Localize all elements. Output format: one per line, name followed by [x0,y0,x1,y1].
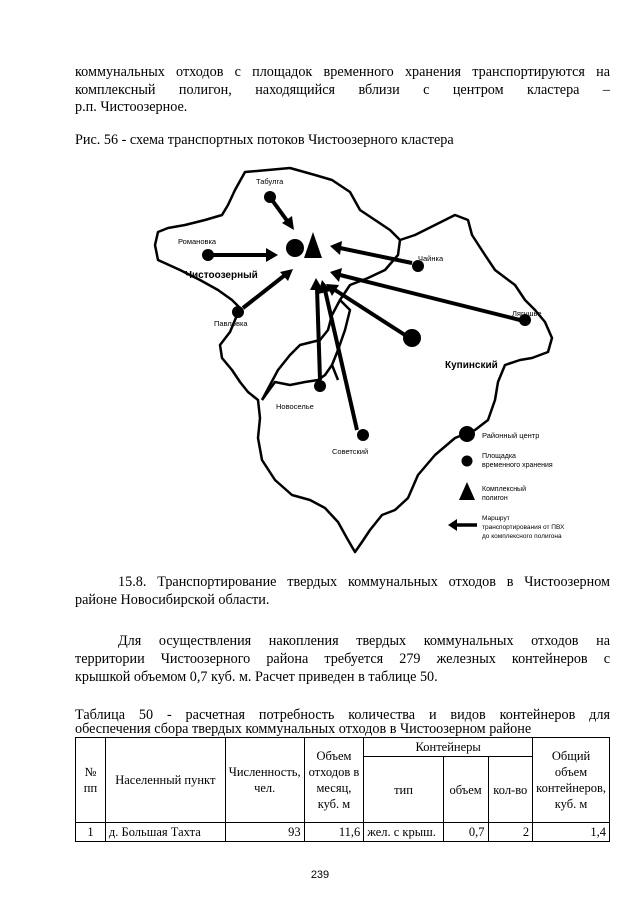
header-total: Общий объем контейнеров, куб. м [533,738,610,823]
chistoozerny-center-icon [286,239,304,257]
transport-flow-map [150,160,610,560]
header-volume: Объем отходов в месяц, куб. м [304,738,364,823]
route-chainka [340,248,412,263]
cell-volume: 11,6 [304,823,364,842]
section-title-line-2: районе Новосибирской области. [75,592,270,608]
paragraph-line-2: территории Чистоозерного района требуется 279 железных контейнеров с [75,651,610,667]
legend-district-center: Районный центр [482,431,540,440]
cell-total: 1,4 [533,823,610,842]
complex-landfill-icon [304,232,322,258]
legend-temp-storage-1: Площадка [482,453,516,460]
legend-route-1: Маршрут [482,515,510,522]
paragraph-line-3: крышкой объемом 0,7 куб. м. Расчет приведен в таблице 50. [75,669,438,685]
legend-route-3: до комплексного полигона [482,533,562,540]
cell-count: 2 [488,823,533,842]
cell-population: 93 [225,823,304,842]
header-cvolume: объем [443,757,488,823]
label-sovetsky: Советский [332,447,369,456]
legend-landfill-icon [459,482,475,500]
label-chistoozerny: Чистоозерный [185,270,258,281]
route-tabulga [272,200,288,222]
route-chainka-arrowhead-icon [330,241,342,255]
legend-temp-storage-icon [462,456,473,467]
route-sovetsky [325,290,357,430]
label-lyagushye: Лягушье [512,309,542,318]
legend-landfill-2: полигон [482,495,508,502]
legend-route-2: транспортирования от ПВХ [482,524,565,531]
table-caption-line-2: обеспечения сбора твердых коммунальных отходов в Чистоозерном районе [75,721,532,737]
label-chainka: Чайнка [418,254,444,263]
page-number: 239 [310,869,330,881]
tabulga-marker-icon [264,191,276,203]
label-novoselye: Новоселье [276,402,314,411]
legend-landfill-1: Комплексный [482,486,526,493]
table-caption-line-1: Таблица 50 - расчетная потребность количества и видов контейнеров для [75,707,610,723]
header-num: № пп [76,738,106,823]
novoselye-marker-icon [314,380,326,392]
header-containers: Контейнеры [364,738,533,757]
figure-caption: Рис. 56 - схема транспортных потоков Чистоозерного кластера [75,132,454,148]
intro-line-3: р.п. Чистоозерное. [75,99,188,115]
legend-district-center-icon [459,426,475,442]
cell-cvolume: 0,7 [443,823,488,842]
header-type: тип [364,757,443,823]
header-count: кол-во [488,757,533,823]
label-pavlovka: Павловка [214,319,248,328]
sovetsky-marker-icon [357,429,369,441]
transport-routes [212,200,520,430]
intro-line-1: коммунальных отходов с площадок временного хранения транспортируются на [75,64,610,80]
cell-settlement: д. Большая Тахта [105,823,225,842]
label-kupinsky: Купинский [445,360,498,371]
legend-temp-storage-2: временного хранения [482,462,553,469]
table-row [76,823,610,842]
header-settlement: Населенный пункт [105,738,225,823]
cell-num: 1 [76,823,106,842]
paragraph-line-1: Для осуществления накопления твердых коммунальных отходов на [118,633,610,649]
route-lyagushye [340,275,520,320]
containers-table [75,737,610,842]
legend-route-arrowhead-icon [448,519,457,531]
header-population: Численность, чел. [225,738,304,823]
section-title-line-1: 15.8. Транспортирование твердых коммунальных отходов в Чистоозерном [118,574,610,590]
route-novoselye [317,288,320,380]
label-romanovka: Романовка [178,237,217,246]
romanovka-marker-icon [202,249,214,261]
route-romanovka-arrowhead-icon [266,248,278,262]
map-legend [448,426,565,540]
settlement-markers [202,191,531,441]
intro-line-2: комплексный полигон, находящийся вблизи с центром кластера – [75,82,610,98]
route-lyagushye-arrowhead-icon [330,268,342,282]
pavlovka-marker-icon [232,306,244,318]
kupinsky-center-icon [403,329,421,347]
cell-type: жел. с крыш. [364,823,443,842]
label-tabulga: Табулга [256,177,284,186]
